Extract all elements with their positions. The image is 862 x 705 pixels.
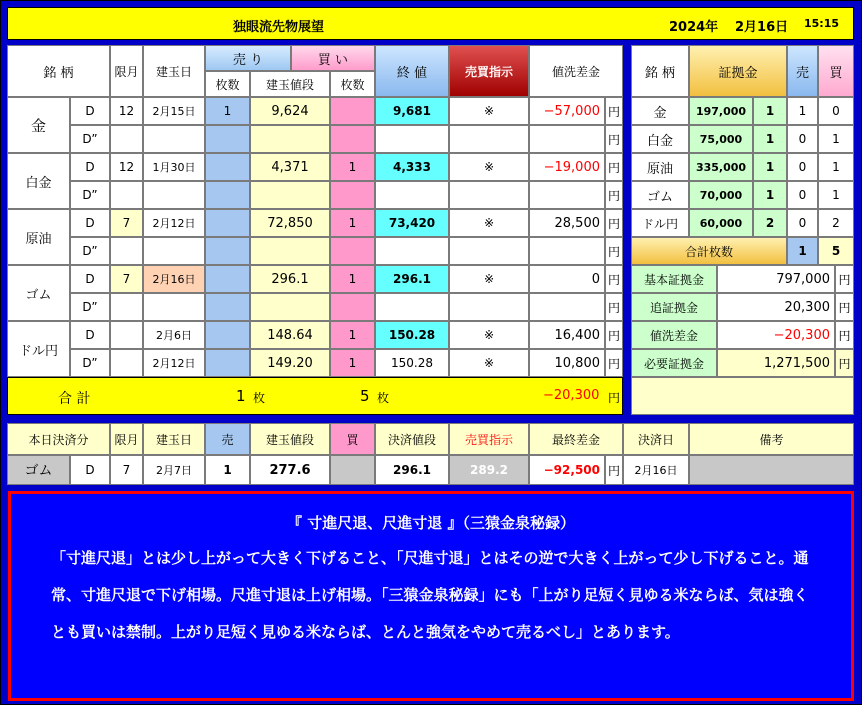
- row-yen: 円: [605, 181, 623, 209]
- row-d2: D”: [70, 349, 110, 377]
- settle-header-tateyobi: 建玉日: [143, 423, 205, 455]
- summary-label: 追証拠金: [631, 293, 717, 321]
- margin-row-name: 白金: [631, 125, 689, 153]
- settle-row-note: [689, 455, 854, 485]
- row-diff: 10,800: [529, 349, 605, 377]
- col-header-meigara: 銘 柄: [7, 45, 110, 97]
- row-date: 1月30日: [143, 153, 205, 181]
- row-date: 2月12日: [143, 349, 205, 377]
- summary-label: 基本証拠金: [631, 265, 717, 293]
- settle-row-month: 7: [110, 455, 143, 485]
- commentary-body: 「寸進尺退」とは少し上がって大きく下げること、「尺進寸退」とはその逆で大きく上がって少し下げること。通常、寸進尺退で下げ相場。尺進寸退は上げ相場。「三猿金泉秘録」にも「上がり足短く見ゆる米ならば、気は強くとも買いは禁制。上がり足短く見ゆる米ならば、とんと強気をやめて売るべし」とあります。: [51, 549, 809, 641]
- row-d: D: [70, 153, 110, 181]
- row-buy: [330, 97, 375, 125]
- settle-header-gengetsu: 限月: [110, 423, 143, 455]
- total-yen: 円: [608, 391, 621, 405]
- settle-row-yen: 円: [605, 455, 623, 485]
- row-month: 7: [110, 209, 143, 237]
- settle-header-uri: 売: [205, 423, 250, 455]
- header-year: 2024年: [669, 20, 719, 35]
- margin-row-count: 1: [753, 97, 787, 125]
- row-date: [143, 237, 205, 265]
- row-d2: D”: [70, 237, 110, 265]
- settle-header-tate-nedan: 建玉値段: [250, 423, 330, 455]
- margin-header-kai: 買: [818, 45, 854, 97]
- margin-total-sell: 1: [787, 237, 818, 265]
- margin-row-sell: 1: [787, 97, 818, 125]
- row-d2: D”: [70, 293, 110, 321]
- summary-yen: 円: [835, 321, 854, 349]
- row-diff: −57,000: [529, 97, 605, 125]
- margin-row-count: 1: [753, 125, 787, 153]
- row-buy: 1: [330, 209, 375, 237]
- row-date: [143, 181, 205, 209]
- margin-row-amount: 197,000: [689, 97, 753, 125]
- row-sell: [205, 321, 250, 349]
- row-month: [110, 293, 143, 321]
- margin-row-sell: 0: [787, 181, 818, 209]
- settle-header-kessai-nedan: 決済値段: [375, 423, 449, 455]
- margin-row-buy: 0: [818, 97, 854, 125]
- row-d: D: [70, 209, 110, 237]
- margin-row-amount: 335,000: [689, 153, 753, 181]
- settle-row-buy: [330, 455, 375, 485]
- margin-row-buy: 2: [818, 209, 854, 237]
- row-price: [250, 237, 330, 265]
- row-close: [375, 293, 449, 321]
- margin-row-sell: 0: [787, 153, 818, 181]
- margin-header-meigara: 銘 柄: [631, 45, 689, 97]
- settle-header-kessai-bi: 決済日: [623, 423, 689, 455]
- summary-value: 20,300: [717, 293, 835, 321]
- row-sell: [205, 209, 250, 237]
- row-diff: −19,000: [529, 153, 605, 181]
- row-date: 2月16日: [143, 265, 205, 293]
- row-diff: 0: [529, 265, 605, 293]
- row-month: [110, 181, 143, 209]
- margin-total-buy: 5: [818, 237, 854, 265]
- row-diff: 28,500: [529, 209, 605, 237]
- row-close: 296.1: [375, 265, 449, 293]
- margin-row-amount: 75,000: [689, 125, 753, 153]
- summary-yen: 円: [835, 293, 854, 321]
- summary-label: 値洗差金: [631, 321, 717, 349]
- summary-value: −20,300: [717, 321, 835, 349]
- row-close: 150.28: [375, 349, 449, 377]
- row-price: [250, 125, 330, 153]
- settle-row-signal: 289.2: [449, 455, 529, 485]
- margin-row-sell: 0: [787, 209, 818, 237]
- margin-row-name: 原油: [631, 153, 689, 181]
- row-sell: [205, 265, 250, 293]
- row-name-platinum: 白金: [7, 153, 70, 209]
- row-sell: [205, 153, 250, 181]
- row-close: [375, 237, 449, 265]
- row-buy: [330, 181, 375, 209]
- row-buy: 1: [330, 321, 375, 349]
- row-signal: [449, 293, 529, 321]
- row-price: [250, 181, 330, 209]
- settle-header-settled: 本日決済分: [7, 423, 110, 455]
- row-close: 9,681: [375, 97, 449, 125]
- row-d: D: [70, 321, 110, 349]
- settle-header-shiji: 売買指示: [449, 423, 529, 455]
- total-buy-count: 5: [360, 387, 370, 405]
- margin-header-shokokin: 証拠金: [689, 45, 787, 97]
- commentary-box: [8, 491, 854, 701]
- margin-row-amount: 70,000: [689, 181, 753, 209]
- summary-yen: 円: [835, 265, 854, 293]
- col-header-tateyobi: 建玉日: [143, 45, 205, 97]
- margin-row-amount: 60,000: [689, 209, 753, 237]
- total-diff: −20,300: [543, 388, 600, 403]
- col-header-maisu2: 枚数: [330, 71, 375, 97]
- summary-value: 797,000: [717, 265, 835, 293]
- total-sell-unit: 枚: [253, 391, 266, 405]
- col-header-tate-nedan: 建玉値段: [250, 71, 330, 97]
- row-sell: [205, 181, 250, 209]
- col-header-owarine: 終 値: [375, 45, 449, 97]
- row-date: [143, 293, 205, 321]
- margin-row-buy: 1: [818, 125, 854, 153]
- row-yen: 円: [605, 209, 623, 237]
- row-price: 4,371: [250, 153, 330, 181]
- settle-row-price: 277.6: [250, 455, 330, 485]
- row-signal: ※: [449, 265, 529, 293]
- row-close: 73,420: [375, 209, 449, 237]
- row-month: 12: [110, 97, 143, 125]
- margin-row-buy: 1: [818, 153, 854, 181]
- row-date: [143, 125, 205, 153]
- row-close: 4,333: [375, 153, 449, 181]
- margin-total-label: 合計枚数: [631, 237, 787, 265]
- row-diff: [529, 237, 605, 265]
- row-buy: 1: [330, 349, 375, 377]
- row-sell: [205, 125, 250, 153]
- row-yen: 円: [605, 97, 623, 125]
- row-sell: [205, 237, 250, 265]
- row-d: D: [70, 265, 110, 293]
- margin-row-count: 2: [753, 209, 787, 237]
- margin-row-name: ゴム: [631, 181, 689, 209]
- row-signal: [449, 237, 529, 265]
- row-buy: [330, 293, 375, 321]
- row-price: 9,624: [250, 97, 330, 125]
- settle-header-biko: 備考: [689, 423, 854, 455]
- settle-row-settle-date: 2月16日: [623, 455, 689, 485]
- row-month: 12: [110, 153, 143, 181]
- row-signal: ※: [449, 153, 529, 181]
- col-header-uri: 売 り: [205, 45, 291, 71]
- row-date: 2月6日: [143, 321, 205, 349]
- margin-row-sell: 0: [787, 125, 818, 153]
- settle-row-date: 2月7日: [143, 455, 205, 485]
- settle-row-name: ゴム: [7, 455, 70, 485]
- row-d: D: [70, 97, 110, 125]
- row-signal: ※: [449, 349, 529, 377]
- margin-row-name: 金: [631, 97, 689, 125]
- margin-row-count: 1: [753, 153, 787, 181]
- row-date: 2月15日: [143, 97, 205, 125]
- margin-row-buy: 1: [818, 181, 854, 209]
- settle-row-final: −92,500: [529, 455, 605, 485]
- row-close: 150.28: [375, 321, 449, 349]
- row-sell: [205, 293, 250, 321]
- settle-row-sell: 1: [205, 455, 250, 485]
- row-yen: 円: [605, 293, 623, 321]
- total-label: 合 計: [58, 391, 91, 407]
- row-d2: D”: [70, 125, 110, 153]
- row-close: [375, 125, 449, 153]
- row-month: 7: [110, 265, 143, 293]
- margin-row-name: ドル円: [631, 209, 689, 237]
- settle-row-settle-price: 296.1: [375, 455, 449, 485]
- margin-header-uri: 売: [787, 45, 818, 97]
- row-name-rubber: ゴム: [7, 265, 70, 321]
- row-price: 296.1: [250, 265, 330, 293]
- summary-yen: 円: [835, 349, 854, 377]
- col-header-shiji: 売買指示: [449, 45, 529, 97]
- settle-header-saishu: 最終差金: [529, 423, 623, 455]
- row-yen: 円: [605, 125, 623, 153]
- row-buy: 1: [330, 153, 375, 181]
- row-diff: 16,400: [529, 321, 605, 349]
- row-date: 2月12日: [143, 209, 205, 237]
- summary-value: 1,271,500: [717, 349, 835, 377]
- col-header-kai: 買 い: [291, 45, 375, 71]
- row-diff: [529, 181, 605, 209]
- row-name-usdjpy: ドル円: [7, 321, 70, 377]
- settle-header-kai: 買: [330, 423, 375, 455]
- row-price: 72,850: [250, 209, 330, 237]
- row-signal: ※: [449, 209, 529, 237]
- row-diff: [529, 125, 605, 153]
- total-buy-unit: 枚: [377, 391, 390, 405]
- page-title: 独眼流先物展望: [233, 20, 325, 35]
- col-header-sagaku: 値洗差金: [529, 45, 623, 97]
- summary-label: 必要証拠金: [631, 349, 717, 377]
- row-buy: 1: [330, 265, 375, 293]
- col-header-maisu: 枚数: [205, 71, 250, 97]
- row-yen: 円: [605, 237, 623, 265]
- total-row: [7, 377, 623, 415]
- commentary-title: 『 寸進尺退、尺進寸退 』（三猿金泉秘録）: [287, 514, 575, 532]
- header-date: 2月16日: [735, 20, 789, 35]
- row-month: [110, 321, 143, 349]
- row-month: [110, 237, 143, 265]
- row-name-crude: 原油: [7, 209, 70, 265]
- row-diff: [529, 293, 605, 321]
- row-yen: 円: [605, 265, 623, 293]
- col-header-gengetsu: 限月: [110, 45, 143, 97]
- row-sell: [205, 349, 250, 377]
- row-month: [110, 125, 143, 153]
- header-bar: [7, 7, 854, 40]
- row-yen: 円: [605, 321, 623, 349]
- row-price: 148.64: [250, 321, 330, 349]
- row-buy: [330, 237, 375, 265]
- margin-row-count: 1: [753, 181, 787, 209]
- row-signal: [449, 125, 529, 153]
- header-time: 15:15: [804, 17, 840, 30]
- row-close: [375, 181, 449, 209]
- settle-row-d: D: [70, 455, 110, 485]
- row-yen: 円: [605, 153, 623, 181]
- row-d2: D”: [70, 181, 110, 209]
- row-name-gold: 金: [7, 97, 70, 153]
- row-yen: 円: [605, 349, 623, 377]
- row-signal: ※: [449, 321, 529, 349]
- total-sell-count: 1: [236, 387, 246, 405]
- row-month: [110, 349, 143, 377]
- row-signal: ※: [449, 97, 529, 125]
- row-buy: [330, 125, 375, 153]
- row-price: [250, 293, 330, 321]
- row-signal: [449, 181, 529, 209]
- row-price: 149.20: [250, 349, 330, 377]
- margin-footer-blank: [631, 377, 854, 415]
- row-sell: 1: [205, 97, 250, 125]
